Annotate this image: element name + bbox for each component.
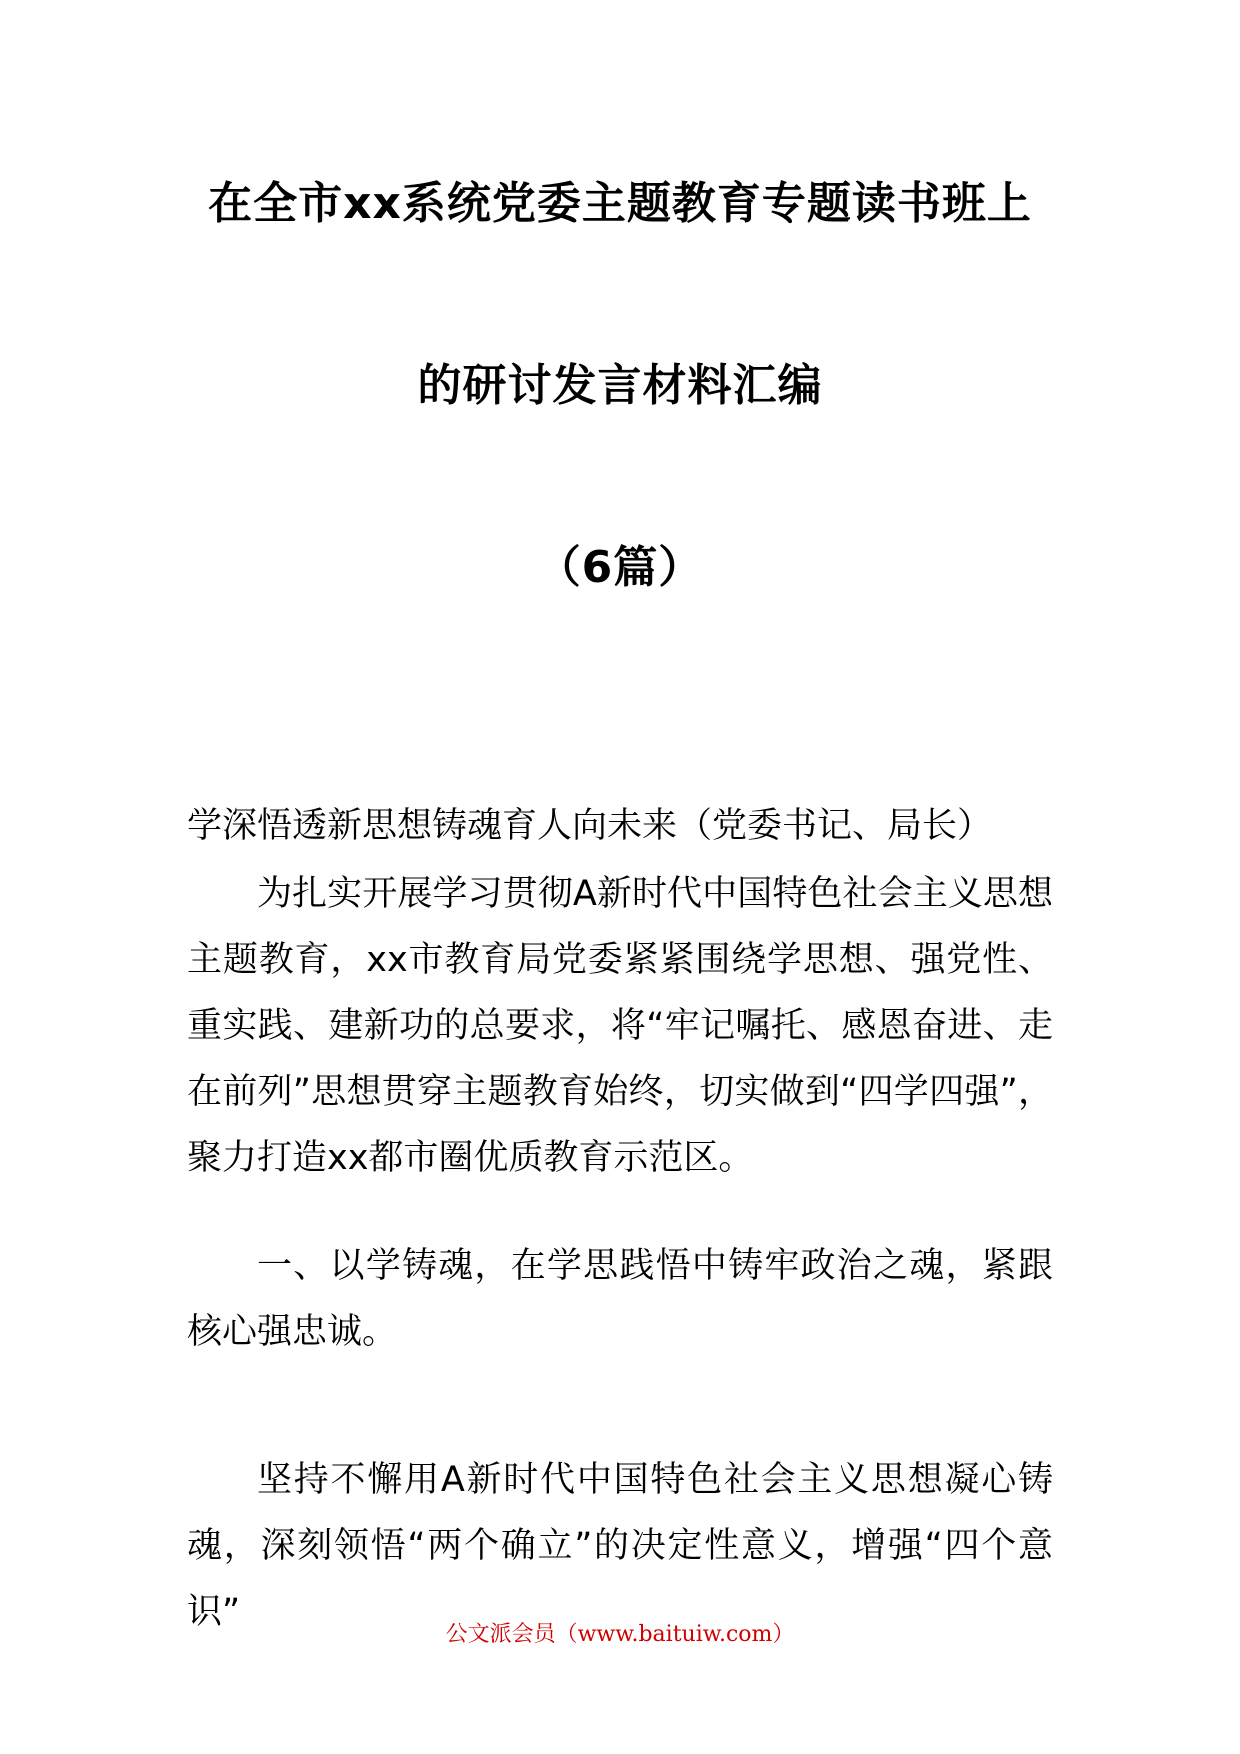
body-paragraph: 坚持不懈用A新时代中国特色社会主义思想凝心铸魂，深刻领悟“两个确立”的决定性意义，增强“四个意识” [187, 1460, 1053, 1632]
body-paragraph: 为扎实开展学习贯彻A新时代中国特色社会主义思想主题教育，xx市教育局党委紧紧围绕学思想、强党性、重实践、建新功的总要求，将“牢记嘱托、感恩奋进、走在前列”思想贯穿主题教育始终，切实做到“四学四强”，聚力打造xx都市圈优质教育示范区。 [187, 874, 1053, 1178]
document-title-count: （6篇） [536, 542, 704, 593]
document-title-line-2: 的研讨发言材料汇编 [417, 360, 823, 411]
section-title: 学深悟透新思想铸魂育人向未来（党委书记、局长） [187, 806, 993, 846]
document-title-line-1: 在全市xx系统党委主题教育专题读书班上 [208, 178, 1032, 229]
section-heading: 一、以学铸魂，在学思践悟中铸牢政治之魂，紧跟核心强忠诚。 [187, 1246, 1053, 1352]
footer-watermark: 公文派会员（www.baituiw.com） [445, 1622, 795, 1647]
